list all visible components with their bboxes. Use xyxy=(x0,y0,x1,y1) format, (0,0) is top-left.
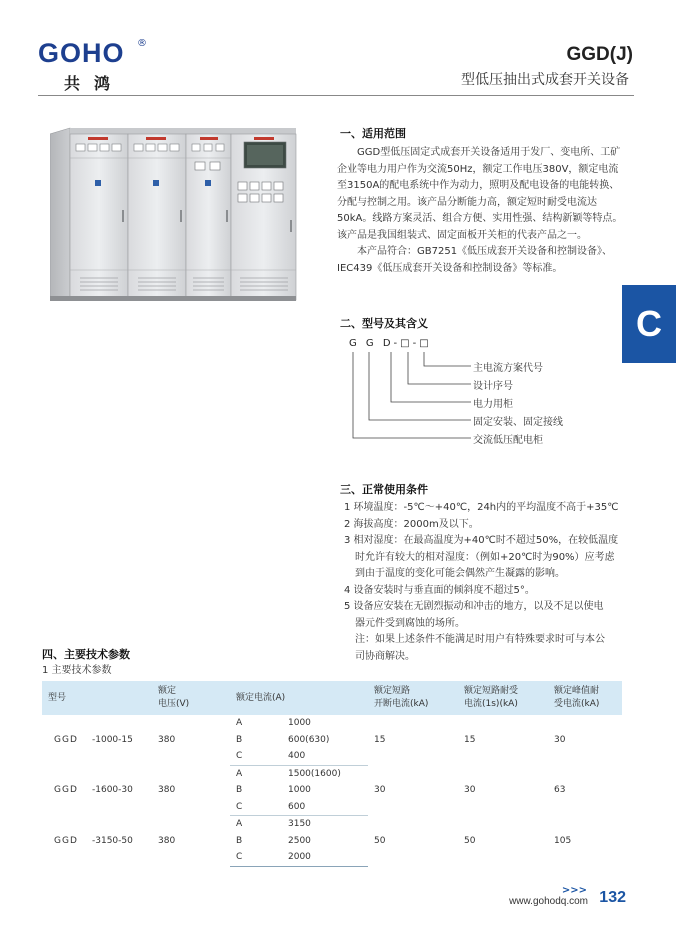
condition-item: 2 海拔高度：2000m及以下。 xyxy=(344,518,479,530)
model-cell xyxy=(42,816,152,867)
model-series: GGD xyxy=(54,785,78,796)
breaking-cell: 30 xyxy=(374,785,386,796)
code-label-3: 电力用柜 xyxy=(473,399,513,410)
condition-item: 5 设备应安装在无剧烈振动和冲击的地方，以及不足以使电 xyxy=(344,601,604,612)
tech-params-table xyxy=(42,681,622,867)
header-peak: 额定峰值耐 受电流(kA) xyxy=(548,681,622,715)
peak-cell: 63 xyxy=(554,785,566,796)
condition-item: 时允许有较大的相对湿度：（例如+20℃时为90%）应考虑 xyxy=(355,551,615,563)
model-spec: -3150-50 xyxy=(92,835,133,846)
condition-note: 注：如果上述条件不能满足时用户有特殊要求时可与本公 xyxy=(355,634,605,645)
conditions-list xyxy=(344,500,628,665)
table-row xyxy=(42,816,622,833)
header-current: 额定电流(A) xyxy=(230,681,368,715)
code-label-5: 交流低压配电柜 xyxy=(473,435,543,446)
section-4-subtitle: 1 主要技术参数 xyxy=(42,665,112,676)
model-code-diagram xyxy=(345,350,475,450)
chapter-tab: C xyxy=(622,285,676,363)
section-1-paragraph-2: 该产品是我国组装式、固定面板开关柜的代表产品之一。 xyxy=(337,229,587,241)
footer-arrows: >>> xyxy=(561,885,587,896)
header-voltage: 额定 电压(V) xyxy=(152,681,230,715)
withstand-cell: 15 xyxy=(464,735,476,745)
current-scheme: A xyxy=(236,819,243,830)
voltage-cell: 380 xyxy=(158,785,176,796)
peak-cell: 105 xyxy=(554,835,572,846)
breaking-cell: 15 xyxy=(374,735,386,745)
model-cell xyxy=(42,715,152,765)
current-value: 2500 xyxy=(288,835,311,846)
condition-item: 1 环境温度：-5℃～+40℃，24h内的平均温度不高于+35℃ xyxy=(344,502,619,513)
condition-item: 到由于温度的变化可能会偶然产生凝露的影响。 xyxy=(355,568,565,579)
header-breaking: 额定短路 开断电流(kA) xyxy=(368,681,458,715)
table-row xyxy=(42,765,622,782)
product-subtitle: 型低压抽出式成套开关设备 xyxy=(461,72,629,88)
code-label-2: 设计序号 xyxy=(473,381,513,392)
page-number: 132 xyxy=(599,889,626,906)
current-scheme: B xyxy=(236,734,243,745)
current-scheme: A xyxy=(236,768,243,779)
current-value: 1500(1600) xyxy=(288,768,341,779)
logo-text: GOHO xyxy=(38,38,125,68)
model-series: GGD xyxy=(54,835,78,846)
section-3-title: 三、正常使用条件 xyxy=(340,483,428,496)
current-scheme: B xyxy=(236,835,243,846)
current-scheme: C xyxy=(230,748,282,765)
footer-url[interactable]: www.gohodq.com xyxy=(509,896,588,907)
section-2-title: 二、型号及其含义 xyxy=(340,317,428,330)
current-value: 600 xyxy=(282,799,368,816)
model-spec: -1000-15 xyxy=(92,735,133,745)
condition-item: 器元件受到腐蚀的场所。 xyxy=(355,617,465,629)
section-1-title: 一、适用范围 xyxy=(340,127,406,140)
table-header-row xyxy=(42,681,622,715)
withstand-cell: 50 xyxy=(464,835,476,846)
header-divider xyxy=(38,95,634,96)
current-scheme: B xyxy=(236,785,243,796)
table-row xyxy=(42,715,622,732)
product-model: GGD(J) xyxy=(566,44,633,65)
current-value: 1000 xyxy=(288,785,311,796)
current-scheme: C xyxy=(230,799,282,816)
model-cell xyxy=(42,765,152,816)
current-scheme: A xyxy=(236,718,243,729)
header-withstand: 额定短路耐受 电流(1s)(kA) xyxy=(458,681,548,715)
logo-chinese-name: 共鸿 xyxy=(64,74,125,93)
code-label-4: 固定安装、固定接线 xyxy=(473,417,563,428)
current-value: 2000 xyxy=(282,849,368,866)
current-value: 600(630) xyxy=(288,734,330,745)
section-1-body xyxy=(337,145,623,277)
header-model: 型号 xyxy=(42,681,152,715)
peak-cell: 30 xyxy=(554,735,566,745)
current-value: 3150 xyxy=(288,819,311,830)
section-1-paragraph-1: GGD型低压固定式成套开关设备适用于发厂、变电所、工矿企业等电力用户作为交流50Hz，额定工作电压380V，额定电流至3150A的配电系统中作为动力，照明及配电设备的电能转换、分配与控制之用。该产品分断能力高，额定短时耐受电流达50kA。线路方案灵活、组合方便、实用性强、结构新颖等特点。 xyxy=(337,147,623,224)
voltage-cell: 380 xyxy=(158,835,176,846)
voltage-cell: 380 xyxy=(158,735,176,745)
section-1-paragraph-3: 本产品符合：GB7251《低压成套开关设备和控制设备》、IEC439《低压成套开关设备和控制设备》等标准。 xyxy=(337,246,613,274)
condition-item: 3 相对湿度：在最高温度为+40℃时不超过50%，在较低温度 xyxy=(344,535,619,546)
code-label-1: 主电流方案代号 xyxy=(473,363,543,374)
model-series: GGD xyxy=(54,735,78,745)
registered-mark: ® xyxy=(137,38,147,49)
model-spec: -1600-30 xyxy=(92,785,133,796)
section-4-title: 四、主要技术参数 xyxy=(42,648,130,661)
breaking-cell: 50 xyxy=(374,835,386,846)
switchgear-cabinet-image xyxy=(50,120,300,302)
condition-item: 4 设备安装时与垂直面的倾斜度不超过5°。 xyxy=(344,584,535,596)
current-scheme: C xyxy=(230,849,282,866)
current-value: 400 xyxy=(282,748,368,765)
withstand-cell: 30 xyxy=(464,785,476,796)
current-value: 1000 xyxy=(288,718,311,729)
condition-note: 司协商解决。 xyxy=(355,650,415,662)
model-code: G G D-□-□ xyxy=(349,338,432,349)
